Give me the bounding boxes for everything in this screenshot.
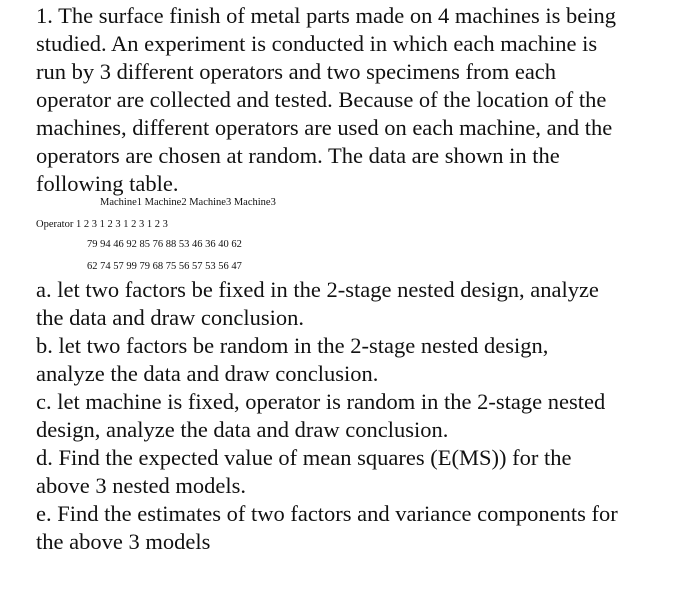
- part-line: analyze the data and draw conclusion.: [36, 361, 379, 386]
- part-line: d. Find the expected value of mean squares (E(MS)) for the: [36, 445, 572, 470]
- part-line: a. let two factors be fixed in the 2-stage nested design, analyze: [36, 277, 599, 302]
- statement-line: 1. The surface finish of metal parts made on 4 machines is being: [36, 3, 617, 28]
- table-values-row: 62 74 57 99 79 68 75 56 57 53 56 47: [87, 261, 242, 272]
- statement-line: run by 3 different operators and two specimens from each: [36, 59, 557, 84]
- part-line: the above 3 models: [36, 529, 211, 554]
- problem-statement: [36, 2, 676, 198]
- statement-line: operator are collected and tested. Because of the location of the: [36, 87, 607, 112]
- table-values-row: 79 94 46 92 85 76 88 53 46 36 40 62: [87, 239, 242, 250]
- statement-line: studied. An experiment is conducted in which each machine is: [36, 31, 598, 56]
- part-line: b. let two factors be random in the 2-stage nested design,: [36, 333, 549, 358]
- part-line: e. Find the estimates of two factors and variance components for: [36, 501, 618, 526]
- part-line: c. let machine is fixed, operator is random in the 2-stage nested: [36, 389, 606, 414]
- table-operator-row: Operator 1 2 3 1 2 3 1 2 3 1 2 3: [36, 219, 168, 230]
- part-line: above 3 nested models.: [36, 473, 246, 498]
- part-line: the data and draw conclusion.: [36, 305, 305, 330]
- question-parts: [36, 276, 676, 556]
- statement-line: machines, different operators are used on each machine, and the: [36, 115, 613, 140]
- statement-line: following table.: [36, 171, 179, 196]
- table-header-row: Machine1 Machine2 Machine3 Machine3: [100, 197, 276, 208]
- part-line: design, analyze the data and draw conclusion.: [36, 417, 449, 442]
- statement-line: operators are chosen at random. The data are shown in the: [36, 143, 560, 168]
